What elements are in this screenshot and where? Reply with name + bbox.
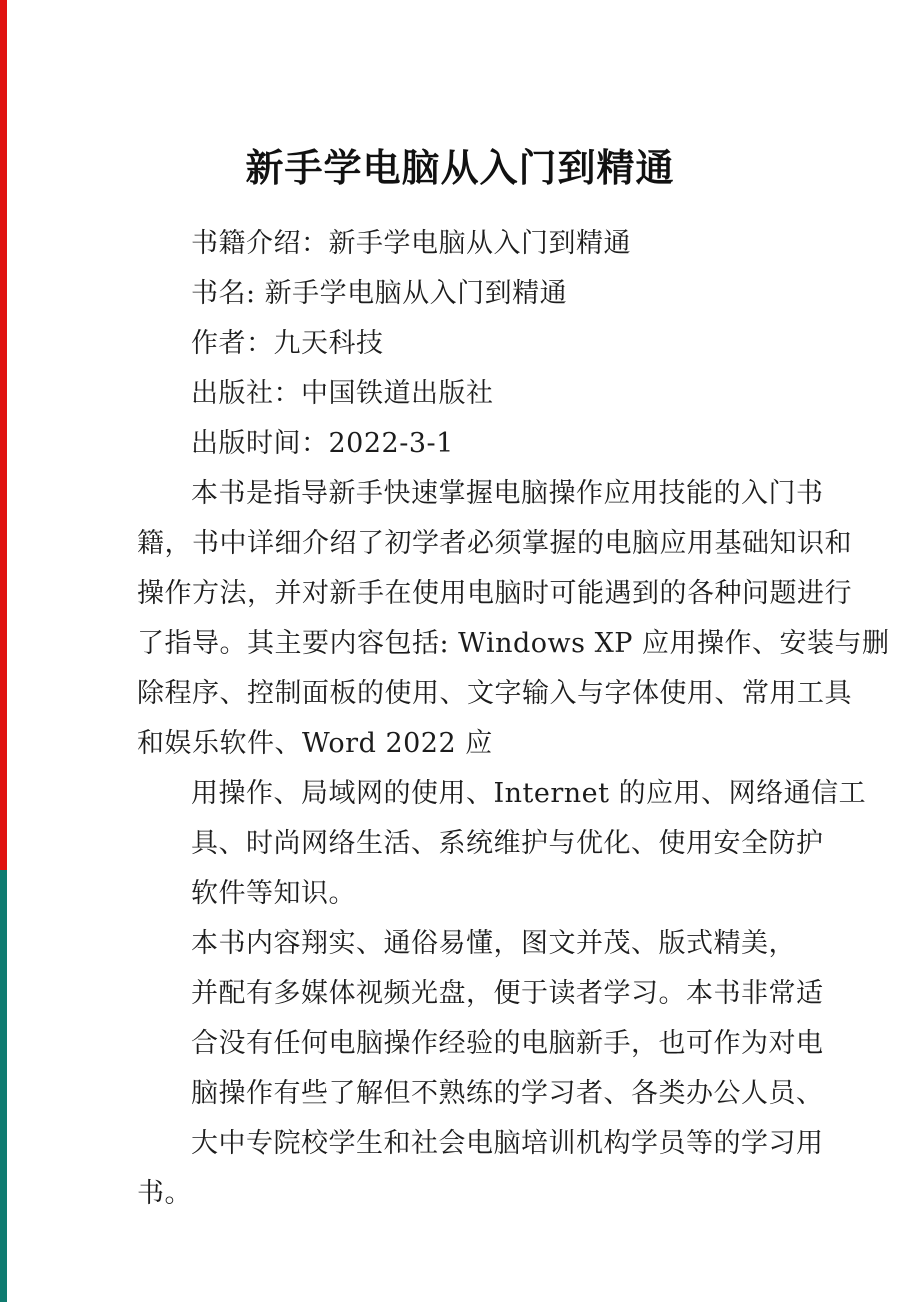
text-line: 操作方法，并对新手在使用电脑时可能遇到的各种问题进行 xyxy=(137,578,852,609)
text-line: 作者：九天科技 xyxy=(191,328,384,359)
text-line: 书。 xyxy=(137,1178,192,1209)
text-line: 软件等知识。 xyxy=(191,878,356,909)
document-title: 新手学电脑从入门到精通 xyxy=(245,145,675,190)
text-line: 籍，书中详细介绍了初学者必须掌握的电脑应用基础知识和 xyxy=(137,528,852,559)
text-line: 出版时间：2022-3-1 xyxy=(191,428,454,459)
text-line: 除程序、控制面板的使用、文字输入与字体使用、常用工具 xyxy=(137,678,852,709)
text-line: 用操作、局域网的使用、Internet 的应用、网络通信工 xyxy=(191,778,867,809)
edge-strip-top-segment xyxy=(0,0,7,870)
text-line: 和娱乐软件、Word 2022 应 xyxy=(137,728,493,759)
text-line: 合没有任何电脑操作经验的电脑新手，也可作为对电 xyxy=(191,1028,824,1059)
text-line: 大中专院校学生和社会电脑培训机构学员等的学习用 xyxy=(191,1128,824,1159)
document-body xyxy=(137,219,890,1219)
text-line: 出版社：中国铁道出版社 xyxy=(191,378,494,409)
text-line: 并配有多媒体视频光盘，便于读者学习。本书非常适 xyxy=(191,978,824,1009)
edge-strip-bottom-segment xyxy=(0,870,7,1302)
text-line: 脑操作有些了解但不熟练的学习者、各类办公人员、 xyxy=(191,1078,824,1109)
text-line: 本书是指导新手快速掌握电脑操作应用技能的入门书 xyxy=(191,478,824,509)
text-line: 本书内容翔实、通俗易懂，图文并茂、版式精美， xyxy=(191,928,796,959)
text-line: 了指导。其主要内容包括: Windows XP 应用操作、安装与删 xyxy=(137,628,890,659)
text-line: 书名: 新手学电脑从入门到精通 xyxy=(191,278,568,309)
text-line: 具、时尚网络生活、系统维护与优化、使用安全防护 xyxy=(191,828,824,859)
text-line: 书籍介绍：新手学电脑从入门到精通 xyxy=(191,228,631,259)
